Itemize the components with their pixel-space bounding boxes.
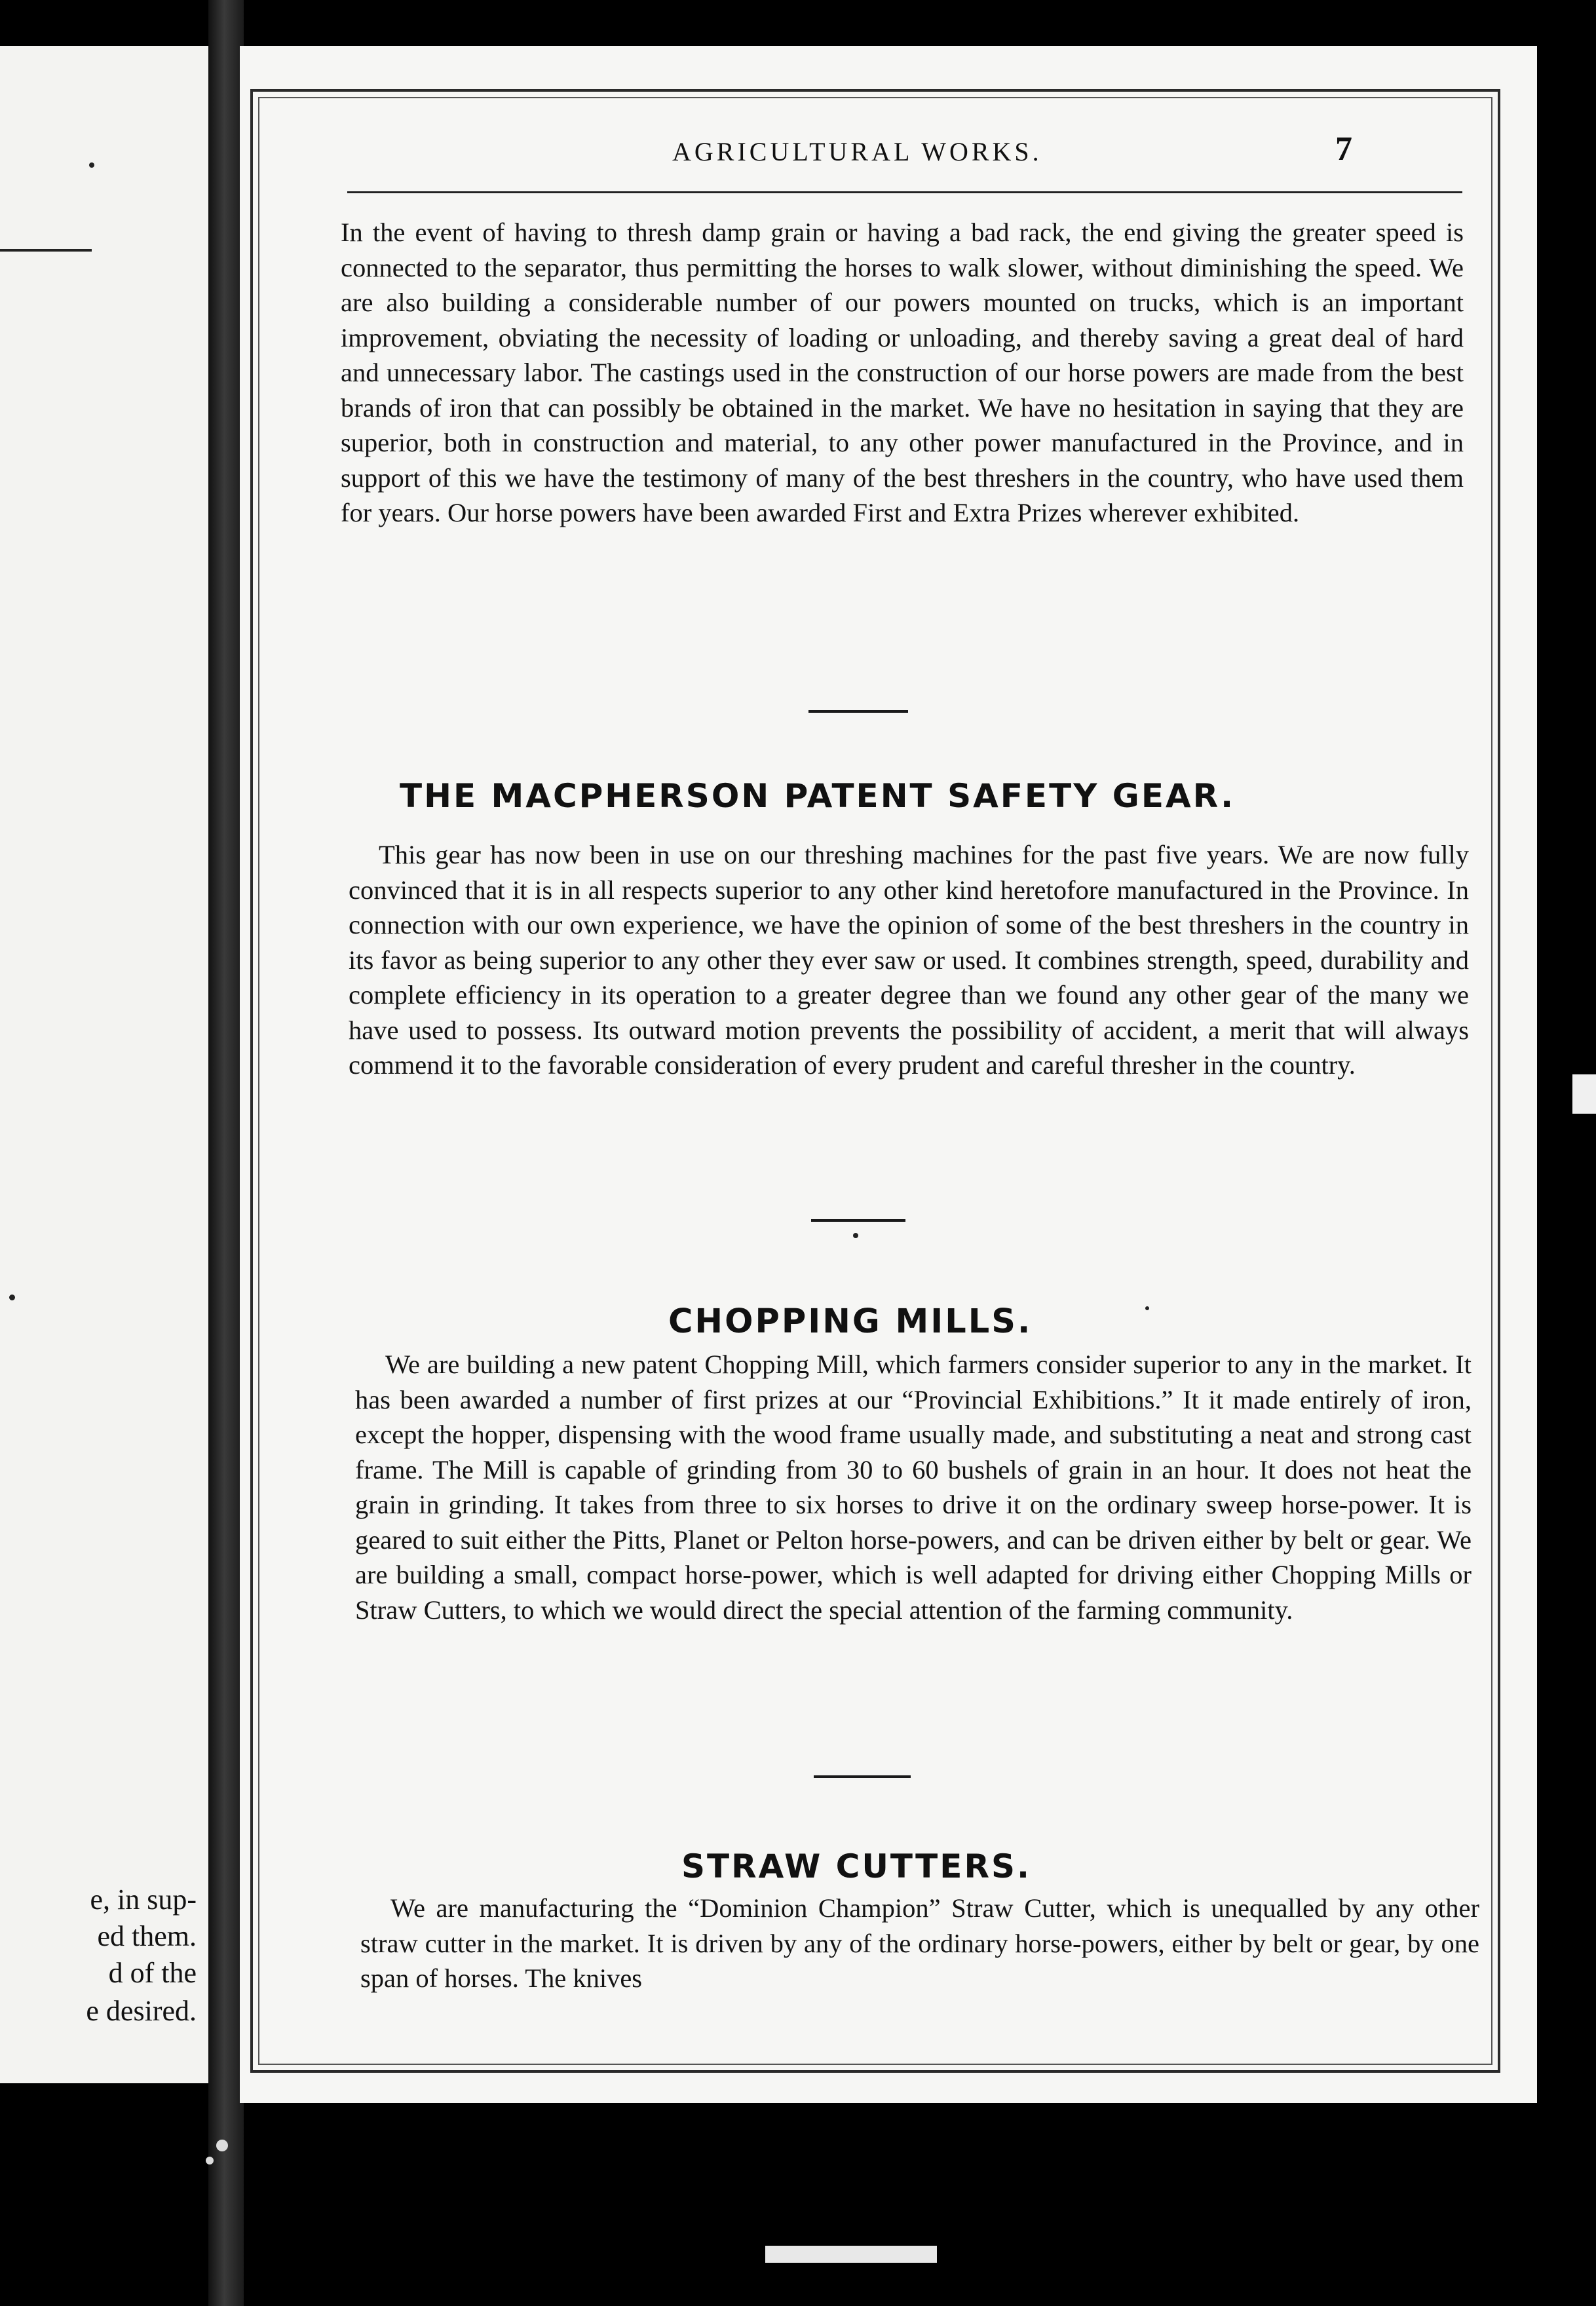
book-gutter [208, 0, 244, 2306]
document-page [240, 46, 1537, 2103]
ink-speck [1145, 1306, 1149, 1310]
ink-speck [853, 1233, 858, 1238]
straw-cutters-paragraph: We are manufacturing the “Dominion Champion” Straw Cutter, which is unequalled by any other straw cutter in the market. It is driven by any of the ordinary horse-powers, either by belt or gear, by one span of horses. The knives [360, 1893, 1479, 1993]
running-head: AGRICULTURAL WORKS. [672, 137, 1042, 166]
next-page-edge [1572, 1074, 1596, 1114]
left-page-line-4: e desired. [86, 1995, 197, 2027]
safety-gear-paragraph: This gear has now been in use on our threshing machines for the past five years. We are now fully convinced that it is in all respects superior to any other kind heretofore manufactured in the Province. In connection with our own experience, we have the opinion of some of the best threshers in the country in its favor as being superior to any other they ever saw or used. It combines strength, speed, durability and complete efficiency in its operation to a greater degree than we found any other gear of the many we have used to possess. Its outward motion prevents the possibility of accident, a merit that will always commend it to the favorable consideration of every prudent and careful thresher in the country. [349, 840, 1469, 1080]
chopping-mills-paragraph: We are building a new patent Chopping Mill, which farmers consider superior to any in the market. It has been awarded a number of first prizes at our “Provincial Exhibitions.” It it made entirely of iron, except the hopper, dispensing with the wood frame usually made, and substituting a neat and strong cast frame. The Mill is capable of grinding from 30 to 60 bushels of grain in an hour. It does not heat the grain in grinding. It takes from three to six horses to drive it on the ordinary sweep horse-power. It is geared to suit either the Pitts, Planet or Pelton horse-powers, and can be driven either by belt or gear. We are building a small, compact horse-power, which is well adapted for driving either Chopping Mills or Straw Cutters, to which we would direct the special attention of the farming community. [355, 1350, 1472, 1625]
section-divider [814, 1775, 911, 1778]
left-page-line-1: e, in sup- [90, 1883, 197, 1916]
scan-speck [216, 2140, 228, 2151]
scan-artifact-bar [765, 2246, 937, 2263]
heading-straw-cutters: STRAW CUTTERS. [681, 1847, 1031, 1885]
page-number: 7 [1335, 130, 1352, 168]
previous-page-edge [0, 46, 208, 2083]
scan-speck [206, 2157, 214, 2164]
left-page-line-2: ed them. [97, 1920, 197, 1952]
header-rule [347, 191, 1462, 193]
ink-speck [9, 1295, 15, 1300]
heading-safety-gear: THE MACPHERSON PATENT SAFETY GEAR. [400, 777, 1236, 815]
intro-paragraph: In the event of having to thresh damp grain or having a bad rack, the end giving the greater speed is connected to the separator, thus permitting the horses to walk slower, without diminishing the speed. We are also building a considerable number of our powers mounted on trucks, which is an important improvement, obviating the necessity of loading or unloading, and thereby saving a great deal of hard and unnecessary labor. The castings used in the construction of our horse powers are made from the best brands of iron that can possibly be obtained in the market. We have no hesitation in saying that they are superior, both in construction and material, to any other power manufactured in the Province, and in support of this we have the testimony of many of the best threshers in the country, who have used them for years. Our horse powers have been awarded First and Extra Prizes wherever exhibited. [341, 217, 1464, 527]
section-divider [811, 1219, 905, 1222]
left-page-line-3: d of the [108, 1957, 197, 1989]
section-divider [808, 710, 908, 713]
ink-speck [89, 162, 94, 168]
left-page-rule [0, 249, 92, 252]
heading-chopping-mills: CHOPPING MILLS. [668, 1302, 1033, 1341]
